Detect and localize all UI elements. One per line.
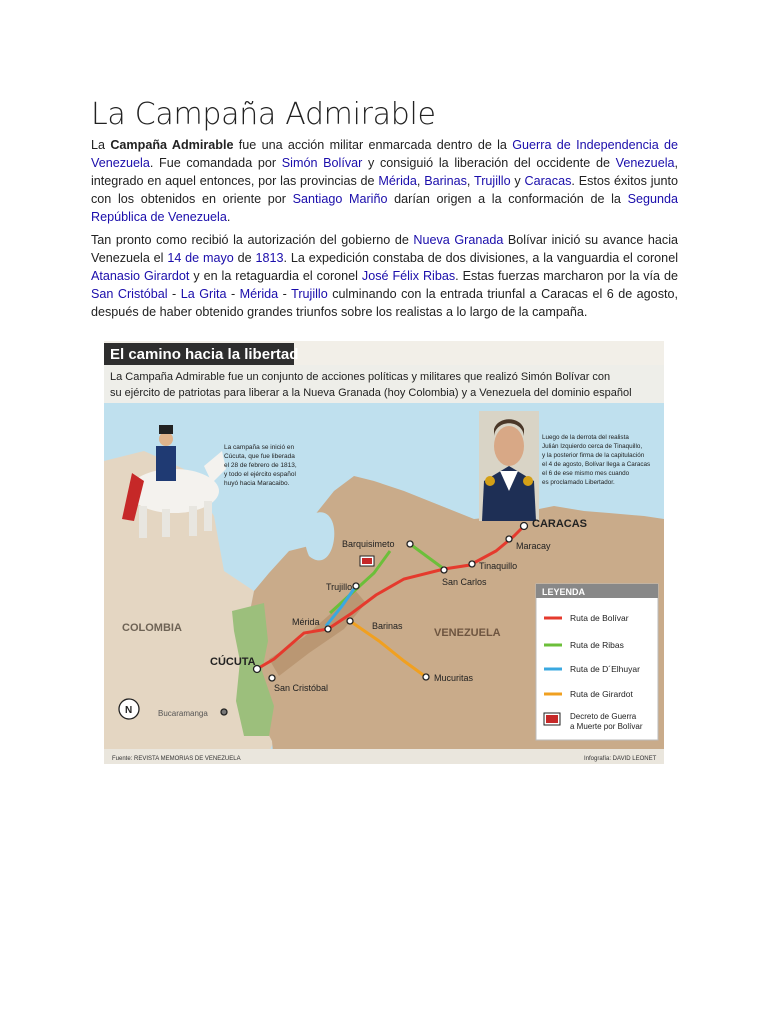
link-atanasio-girardot[interactable]: Atanasio Girardot <box>91 269 190 284</box>
dot-trujillo <box>353 583 359 589</box>
svg-text:Luego de la derrota del realis: Luego de la derrota del realista <box>542 434 629 441</box>
compass-icon <box>119 699 139 719</box>
link-san-cristobal[interactable]: San Cristóbal <box>91 287 168 302</box>
link-nueva-granada[interactable]: Nueva Granada <box>413 233 504 247</box>
svg-text:y todo el ejército español: y todo el ejército español <box>224 471 296 478</box>
legend-label-elhuyar: Ruta de D´Elhuyar <box>570 664 640 674</box>
link-merida[interactable]: Mérida <box>378 174 417 189</box>
map-credit: Infografía: DAVID LEONET <box>584 756 657 762</box>
link-trujillo[interactable]: Trujillo <box>473 174 511 189</box>
note-cucuta <box>224 444 297 487</box>
label-venezuela: VENEZUELA <box>434 627 501 639</box>
dot-bucaramanga <box>221 709 227 715</box>
campaign-map-infographic <box>104 341 664 764</box>
svg-text:La campaña se inició en: La campaña se inició en <box>224 444 295 451</box>
legend-label-ribas: Ruta de Ribas <box>570 640 624 650</box>
link-venezuela[interactable]: Venezuela <box>615 156 675 171</box>
map-header: El camino hacia la libertad <box>110 346 299 363</box>
label-barquisimeto: Barquisimeto <box>342 539 395 549</box>
svg-text:N: N <box>125 705 133 716</box>
link-la-grita[interactable]: La Grita <box>180 287 227 302</box>
link-segunda-republica[interactable]: Segunda República de Venezuela <box>91 192 678 225</box>
link-guerra-independencia[interactable]: Guerra de Independencia de Venezuela <box>91 138 679 171</box>
svg-text:es proclamado Libertador.: es proclamado Libertador. <box>542 479 615 486</box>
label-maracay: Maracay <box>516 541 551 551</box>
label-bucaramanga: Bucaramanga <box>158 709 208 718</box>
bold-term: Campaña Admirable <box>110 138 234 152</box>
legend-decree-line2: a Muerte por Bolívar <box>570 722 643 731</box>
bolivar-portrait-illustration <box>479 411 539 521</box>
dot-barinas <box>347 618 353 624</box>
svg-text:Cúcuta, que fue liberada: Cúcuta, que fue liberada <box>224 453 295 460</box>
link-simon-bolivar[interactable]: Simón Bolívar <box>281 156 363 171</box>
label-mucuritas: Mucuritas <box>434 673 474 683</box>
map-svg <box>104 341 664 764</box>
decree-marker <box>360 556 374 566</box>
link-14-de-mayo[interactable]: 14 de mayo <box>167 251 234 266</box>
map-source: Fuente: REVISTA MEMORIAS DE VENEZUELA <box>112 756 241 762</box>
label-trujillo: Trujillo <box>326 582 353 592</box>
dot-mucuritas <box>423 674 429 680</box>
label-cucuta: CÚCUTA <box>210 656 256 668</box>
svg-text:Julián Izquierdo cerca de Tina: Julián Izquierdo cerca de Tinaquillo, <box>542 443 643 450</box>
legend-label-bolivar: Ruta de Bolívar <box>570 613 629 623</box>
page-title: La Campaña Admirable <box>91 97 436 132</box>
label-caracas: CARACAS <box>532 518 587 530</box>
svg-text:y la posterior firma de la cap: y la posterior firma de la capitulación <box>542 452 645 459</box>
link-merida-2[interactable]: Mérida <box>239 287 279 302</box>
campaign-paragraph: Tan pronto como recibió la autorización del gobierno de Nueva Granada Bolívar inició su avance hacia Venezuela el 14 de mayo de 1813. La expedición constaba de dos divisiones, a la vanguardia el coronel Atanasio Girardot y en la retaguardia el coronel José Félix Ribas. Estas fuerzas marcharon por la vía de San Cristóbal - La Grita - Mérida - Trujillo culminando con la entrada triunfal a Caracas el 6 de agosto, después de haber obtenido grandes triunfos sobre los realistas a lo largo de la campaña. <box>91 233 679 320</box>
dot-san-carlos <box>441 567 447 573</box>
dot-barquisimeto <box>407 541 413 547</box>
link-1813[interactable]: 1813 <box>255 251 284 266</box>
legend-title: LEYENDA <box>542 587 586 597</box>
svg-text:huyó hacia Maracaibo.: huyó hacia Maracaibo. <box>224 480 290 487</box>
label-barinas: Barinas <box>372 621 403 631</box>
label-san-carlos: San Carlos <box>442 577 487 587</box>
link-santiago-marino[interactable]: Santiago Mariño <box>292 192 388 207</box>
legend-decree-line1: Decreto de Guerra <box>570 712 637 721</box>
dot-merida <box>325 626 331 632</box>
dot-san-cristobal <box>269 675 275 681</box>
dot-tinaquillo <box>469 561 475 567</box>
label-tinaquillo: Tinaquillo <box>479 561 518 571</box>
link-trujillo-2[interactable]: Trujillo <box>291 287 328 302</box>
label-san-cristobal: San Cristóbal <box>274 683 329 693</box>
intro-paragraph: La Campaña Admirable fue una acción militar enmarcada dentro de la Guerra de Independencia de Venezuela. Fue comandada por Simón Bolívar y consiguió la liberación del occidente de Venezuela, integrado en aquel entonces, por las provincias de Mérida, Barinas, Trujillo y Caracas. Estos éxitos junto con los obtenidos en oriente por Santiago Mariño darían origen a la conformación de la Segunda República de Venezuela. <box>91 138 679 225</box>
map-subtitle-line2: su ejército de patriotas para liberar a la Nueva Granada (hoy Colombia) y a Venezuela del dominio español <box>110 387 632 399</box>
map-subtitle-line1: La Campaña Admirable fue un conjunto de acciones políticas y militares que realizó Simón Bolívar con <box>110 371 611 383</box>
dot-maracay <box>506 536 512 542</box>
legend-label-girardot: Ruta de Girardot <box>570 689 633 699</box>
label-colombia: COLOMBIA <box>122 622 182 634</box>
svg-text:el 6 de ese mismo mes cuando: el 6 de ese mismo mes cuando <box>542 470 630 477</box>
map-legend <box>536 584 658 740</box>
link-jose-felix-ribas[interactable]: José Félix Ribas <box>361 269 456 284</box>
svg-text:el 4 de agosto, Bolívar llega: el 4 de agosto, Bolívar llega a Caracas <box>542 461 651 468</box>
svg-text:el 28 de febrero de 1813,: el 28 de febrero de 1813, <box>224 462 297 469</box>
label-merida: Mérida <box>292 617 320 627</box>
dot-caracas <box>521 523 528 530</box>
link-barinas[interactable]: Barinas <box>424 174 467 189</box>
link-caracas[interactable]: Caracas <box>524 174 572 189</box>
